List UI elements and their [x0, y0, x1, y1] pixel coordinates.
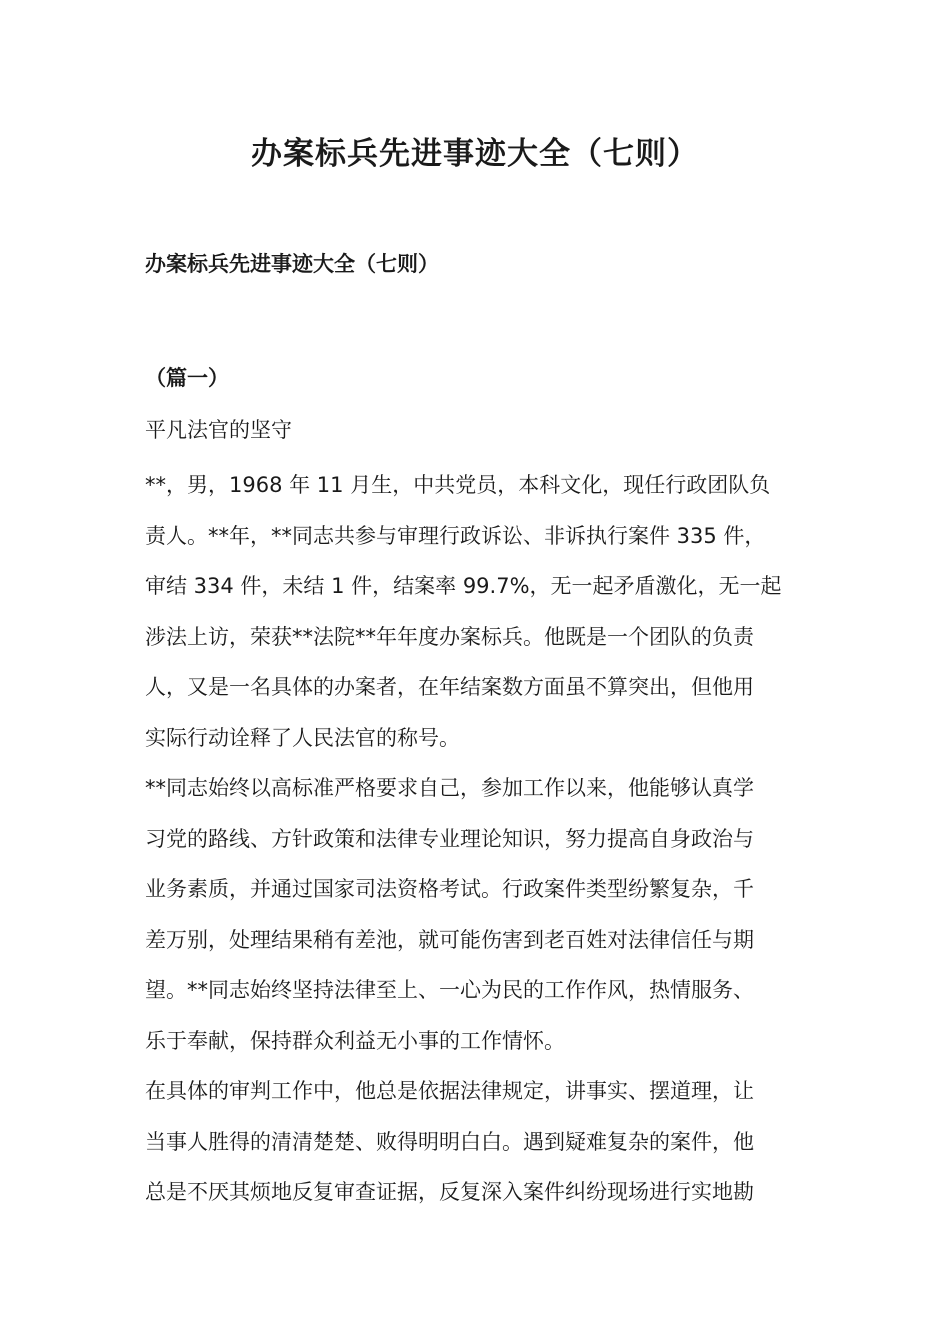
- text-line: 乐于奉献，保持群众利益无小事的工作情怀。: [145, 1028, 565, 1053]
- text-line: 望。**同志始终坚持法律至上、一心为民的工作作风，热情服务、: [145, 978, 754, 1002]
- text-line: 在具体的审判工作中，他总是依据法律规定，讲事实、摆道理，让: [145, 1079, 754, 1103]
- text-line: **，男，1968 年 11 月生，中共党员，本科文化，现任行政团队负: [145, 473, 771, 497]
- text-line: 实际行动诠释了人民法官的称号。: [145, 725, 460, 750]
- text-line: 当事人胜得的清清楚楚、败得明明白白。遇到疑难复杂的案件，他: [145, 1129, 754, 1154]
- text-line: 业务素质，并通过国家司法资格考试。行政案件类型纷繁复杂，千: [145, 877, 754, 901]
- text-line: **同志始终以高标准严格要求自己，参加工作以来，他能够认真学: [145, 776, 754, 800]
- essay-title: 平凡法官的坚守: [145, 418, 292, 442]
- text-line: 差万别，处理结果稍有差池，就可能伤害到老百姓对法律信任与期: [145, 927, 754, 952]
- text-line: 责人。**年，**同志共参与审理行政诉讼、非诉执行案件 335 件，: [145, 523, 766, 548]
- text-line: 人，又是一名具体的办案者，在年结案数方面虽不算突出，但他用: [145, 675, 754, 699]
- text-line: 总是不厌其烦地反复审查证据，反复深入案件纠纷现场进行实地勘: [145, 1180, 754, 1204]
- paragraph-1: [145, 460, 805, 763]
- document-subtitle: 办案标兵先进事迹大全（七则）: [145, 252, 439, 276]
- text-line: 习党的路线、方针政策和法律专业理论知识，努力提高自身政治与: [145, 826, 754, 851]
- paragraph-2: [145, 763, 805, 1066]
- paragraph-3: [145, 1066, 805, 1218]
- text-line: 审结 334 件，未结 1 件，结案率 99.7%，无一起矛盾激化，无一起: [145, 574, 782, 598]
- section-label: （篇一）: [145, 366, 229, 390]
- text-line: 涉法上访，荣获**法院**年年度办案标兵。他既是一个团队的负责: [145, 624, 754, 649]
- document-title: 办案标兵先进事迹大全（七则）: [251, 136, 699, 172]
